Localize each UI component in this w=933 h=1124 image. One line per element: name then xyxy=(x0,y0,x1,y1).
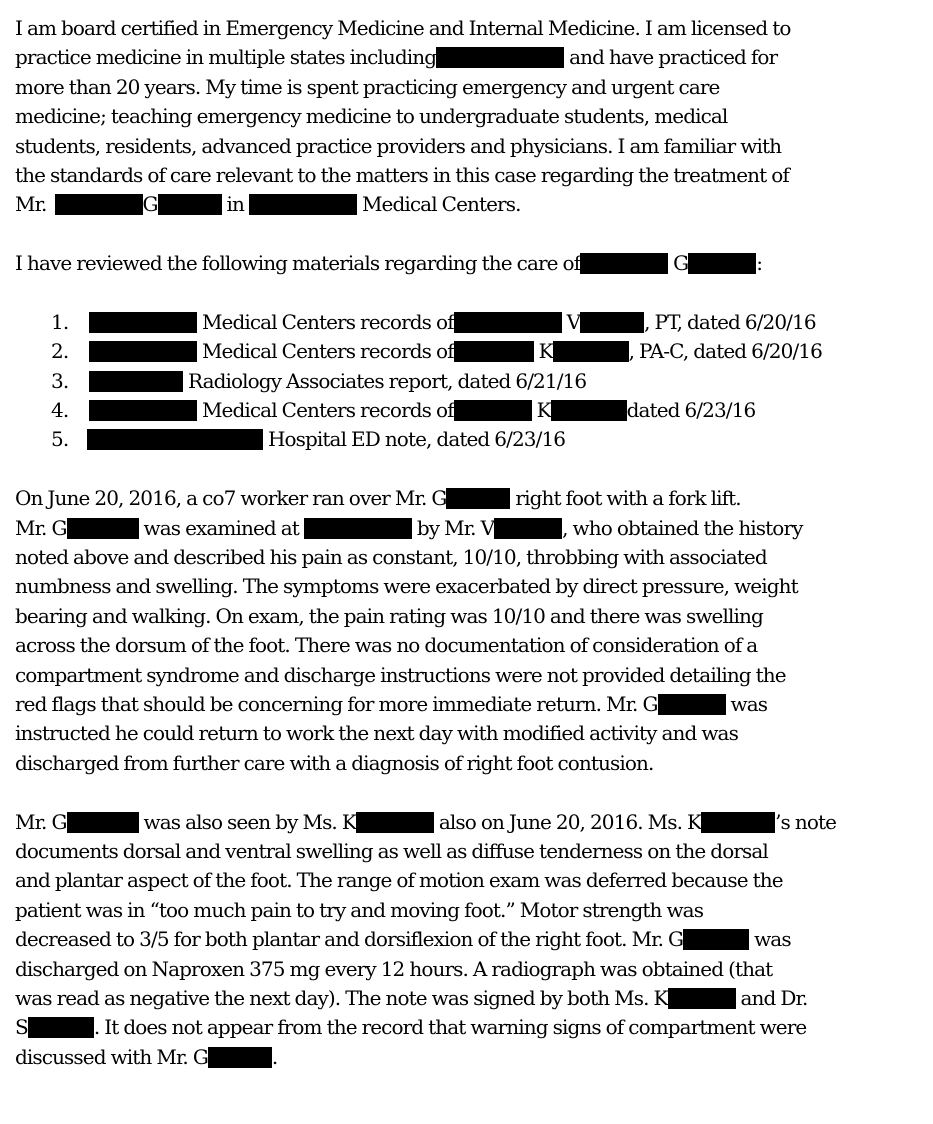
list-number: 1. xyxy=(51,309,69,334)
list-number: 5. xyxy=(51,427,69,452)
redaction-box xyxy=(580,312,644,333)
text: and have practiced for xyxy=(569,45,778,70)
incident-paragraph xyxy=(15,484,919,778)
redaction-box xyxy=(89,400,197,421)
text: On June 20, 2016, a co7 worker ran over Mr. G xyxy=(15,486,447,511)
spacer xyxy=(15,455,919,484)
redaction-box xyxy=(580,253,668,274)
redaction-box xyxy=(454,400,532,421)
text: Medical Centers records of xyxy=(201,398,454,423)
text: was xyxy=(730,691,768,716)
text: G xyxy=(673,251,689,276)
redaction-box xyxy=(89,371,183,392)
text-line xyxy=(15,543,919,572)
redaction-box xyxy=(55,194,143,215)
text-line xyxy=(15,102,919,131)
redaction-box xyxy=(67,812,139,833)
text: Mr. xyxy=(15,192,47,217)
text: practice medicine in multiple states including xyxy=(15,45,437,70)
redaction-box xyxy=(356,812,434,833)
text: also on June 20, 2016. Ms. K xyxy=(438,809,702,834)
text-line xyxy=(15,572,919,601)
text-line xyxy=(15,866,919,895)
text: I have reviewed the following materials regarding the care of xyxy=(15,251,581,276)
text-line xyxy=(15,132,919,161)
text: compartment syndrome and discharge instructions were not provided detailing the xyxy=(15,662,786,687)
text-line xyxy=(15,925,919,954)
spacer xyxy=(15,220,919,249)
text-line xyxy=(15,1043,919,1072)
redaction-box xyxy=(551,400,627,421)
intro-paragraph xyxy=(15,14,919,220)
materials-list xyxy=(15,308,919,455)
text: and plantar aspect of the foot. The range of motion exam was deferred because the xyxy=(15,868,783,893)
redaction-box xyxy=(87,429,263,450)
text-line xyxy=(15,602,919,631)
text-line xyxy=(15,837,919,866)
text-line xyxy=(15,73,919,102)
text-line xyxy=(15,14,919,43)
text: K xyxy=(536,398,551,423)
text: instructed he could return to work the next day with modified activity and was xyxy=(15,721,738,746)
text: medicine; teaching emergency medicine to undergraduate students, medical xyxy=(15,104,728,129)
text-line xyxy=(15,690,919,719)
text: I am board certified in Emergency Medicine and Internal Medicine. I am licensed to xyxy=(15,16,791,40)
text-line xyxy=(15,1013,919,1042)
text: was xyxy=(754,927,791,952)
list-number: 2. xyxy=(51,339,69,364)
text: Medical Centers. xyxy=(361,192,521,217)
text: by Mr. V xyxy=(416,515,495,540)
text: . It does not appear from the record that warning signs of compartment were xyxy=(93,1015,807,1040)
text: Medical Centers records of xyxy=(201,309,454,334)
text: in xyxy=(226,192,245,217)
text-line xyxy=(15,514,919,543)
text: S xyxy=(15,1015,28,1040)
text-line xyxy=(15,749,919,778)
redaction-box xyxy=(688,253,756,274)
redaction-box xyxy=(683,929,749,950)
text: numbness and swelling. The symptoms were exacerbated by direct pressure, weight xyxy=(15,574,798,599)
text: noted above and described his pain as constant, 10/10, throbbing with associated xyxy=(15,545,767,570)
redaction-box xyxy=(494,518,562,539)
text: discharged on Naproxen 375 mg every 12 hours. A radiograph was obtained (that xyxy=(15,956,773,981)
text-line xyxy=(15,808,919,837)
redaction-box xyxy=(668,988,736,1009)
text: discharged from further care with a diagnosis of right foot contusion. xyxy=(15,750,654,775)
text: was examined at xyxy=(143,515,299,540)
text-line xyxy=(15,719,919,748)
text-line xyxy=(15,484,919,513)
text: the standards of care relevant to the matters in this case regarding the treatment of xyxy=(15,162,789,187)
text: , who obtained the history xyxy=(562,515,803,540)
text: ’s note xyxy=(775,809,837,834)
text: K xyxy=(538,339,553,364)
text: bearing and walking. On exam, the pain rating was 10/10 and there was swelling xyxy=(15,603,763,628)
redaction-box xyxy=(304,518,412,539)
redaction-box xyxy=(89,312,197,333)
text-line xyxy=(15,161,919,190)
text-line xyxy=(15,984,919,1013)
list-number: 3. xyxy=(51,368,69,393)
redaction-box xyxy=(658,694,726,715)
redaction-box xyxy=(208,1047,272,1068)
text-line xyxy=(15,896,919,925)
list-item xyxy=(15,425,919,454)
list-item xyxy=(15,308,919,337)
text: Mr. G xyxy=(15,515,67,540)
list-item xyxy=(15,396,919,425)
spacer xyxy=(15,279,919,308)
text: documents dorsal and ventral swelling as well as diffuse tenderness on the dorsal xyxy=(15,838,768,863)
redaction-box xyxy=(89,341,197,362)
redaction-box xyxy=(701,812,775,833)
text: more than 20 years. My time is spent practicing emergency and urgent care xyxy=(15,74,720,99)
text: red flags that should be concerning for more immediate return. Mr. G xyxy=(15,691,658,716)
text: : xyxy=(756,251,763,276)
text-line xyxy=(15,955,919,984)
text: across the dorsum of the foot. There was no documentation of consideration of a xyxy=(15,633,758,658)
text-line xyxy=(15,43,919,72)
reviewed-line xyxy=(15,249,919,278)
text: V xyxy=(566,309,581,334)
text: , PT, dated 6/20/16 xyxy=(644,309,816,334)
list-item xyxy=(15,367,919,396)
redaction-box xyxy=(454,312,562,333)
text: G xyxy=(142,192,158,217)
redaction-box xyxy=(249,194,357,215)
text: students, residents, advanced practice providers and physicians. I am familiar with xyxy=(15,133,782,158)
list-number: 4. xyxy=(51,398,69,423)
redaction-box xyxy=(158,194,222,215)
redaction-box xyxy=(446,488,510,509)
list-item xyxy=(15,337,919,366)
text: was also seen by Ms. K xyxy=(143,809,356,834)
redaction-box xyxy=(436,47,564,68)
text: discussed with Mr. G xyxy=(15,1044,208,1069)
text: Radiology Associates report, dated 6/21/16 xyxy=(187,368,587,393)
spacer xyxy=(15,778,919,807)
text: and Dr. xyxy=(740,985,808,1010)
redaction-box xyxy=(553,341,629,362)
text: decreased to 3/5 for both plantar and dorsiflexion of the right foot. Mr. G xyxy=(15,927,684,952)
text: Hospital ED note, dated 6/23/16 xyxy=(267,427,566,452)
text: Medical Centers records of xyxy=(201,339,454,364)
text: right foot with a fork lift. xyxy=(515,486,741,511)
text: was read as negative the next day). The note was signed by both Ms. K xyxy=(15,985,668,1010)
text: patient was in “too much pain to try and moving foot.” Motor strength was xyxy=(15,897,704,922)
text-line xyxy=(15,190,919,219)
text: Mr. G xyxy=(15,809,67,834)
redaction-box xyxy=(67,518,139,539)
redaction-box xyxy=(28,1017,94,1038)
text: . xyxy=(271,1044,278,1069)
exam-paragraph xyxy=(15,808,919,1073)
text-line xyxy=(15,631,919,660)
text-line xyxy=(15,661,919,690)
text: dated 6/23/16 xyxy=(626,398,756,423)
text: , PA-C, dated 6/20/16 xyxy=(628,339,822,364)
redaction-box xyxy=(454,341,534,362)
